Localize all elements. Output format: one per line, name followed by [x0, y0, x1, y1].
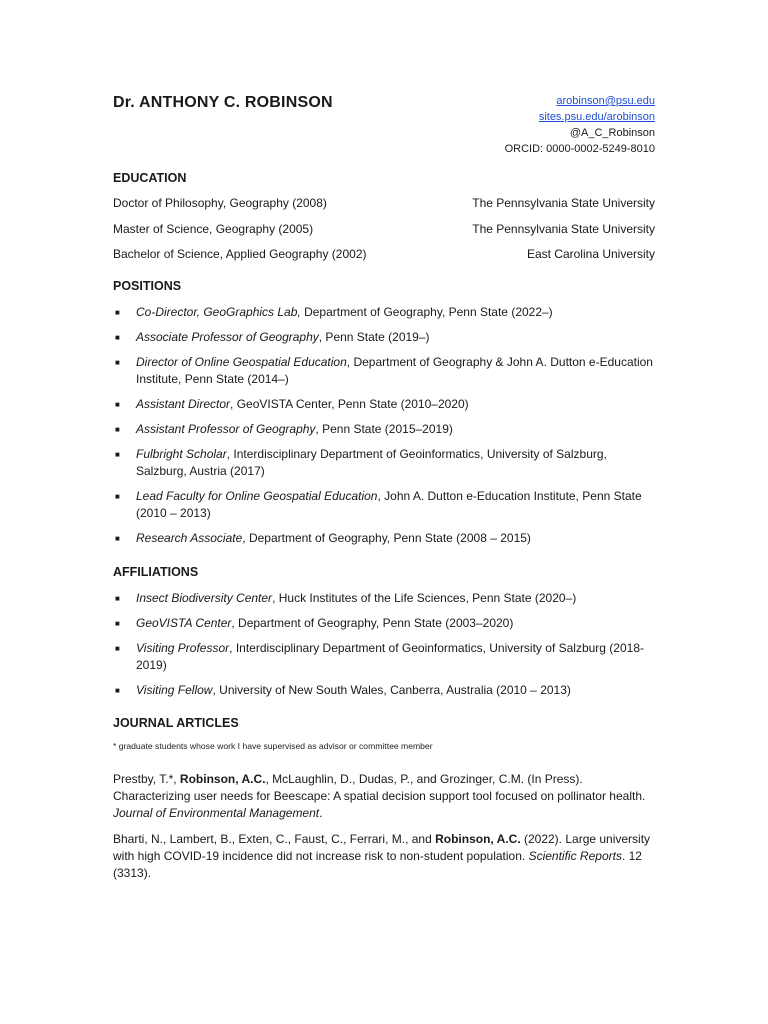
twitter-handle: @A_C_Robinson — [569, 127, 655, 139]
list-item — [113, 304, 658, 321]
item-title: Assistant Professor of Geography — [136, 422, 316, 436]
education-row — [113, 247, 655, 261]
author-highlight: Robinson, A.C. — [179, 772, 266, 786]
degree: Master of Science, Geography (2005) — [113, 222, 314, 236]
item-detail: , Penn State (2019–) — [318, 330, 430, 344]
item-title: Assistant Director — [136, 397, 231, 411]
journal-name: Journal of Environmental Management — [113, 806, 320, 820]
item-detail: , Department of Geography, Penn State (2003–2020) — [231, 616, 514, 630]
list-item — [113, 615, 658, 632]
list-item — [113, 640, 658, 674]
square-bullet-icon: ■ — [115, 594, 120, 603]
contact-block — [505, 93, 655, 157]
square-bullet-icon: ■ — [115, 492, 120, 501]
square-bullet-icon: ■ — [115, 425, 120, 434]
affiliations-heading: AFFILIATIONS — [113, 565, 199, 579]
item-detail: , Interdisciplinary Department of Geoinformatics, University of Salzburg, Salzburg, Austria (2017) — [136, 447, 607, 478]
list-item — [113, 488, 658, 522]
item-title: Visiting Professor — [136, 641, 230, 655]
article-end: . 12 (3313). — [113, 849, 642, 880]
degree: Bachelor of Science, Applied Geography (2002) — [113, 247, 367, 261]
square-bullet-icon: ■ — [115, 534, 120, 543]
square-bullet-icon: ■ — [115, 400, 120, 409]
list-item — [113, 446, 658, 480]
list-item — [113, 421, 658, 438]
item-title: Insect Biodiversity Center — [136, 591, 273, 605]
list-item — [113, 590, 658, 607]
list-item — [113, 530, 658, 547]
item-title: Fulbright Scholar — [136, 447, 227, 461]
item-detail: , Huck Institutes of the Life Sciences, Penn State (2020–) — [272, 591, 577, 605]
item-detail: , John A. Dutton e-Education Institute, Penn State (2010 – 2013) — [136, 489, 642, 520]
item-title: Co-Director, GeoGraphics Lab, — [136, 305, 301, 319]
education-row — [113, 222, 655, 236]
list-item — [113, 396, 658, 413]
square-bullet-icon: ■ — [115, 450, 120, 459]
orcid-id: ORCID: 0000-0002-5249-8010 — [504, 143, 655, 155]
degree: Doctor of Philosophy, Geography (2008) — [113, 196, 327, 210]
item-title: Director of Online Geospatial Education — [136, 355, 347, 369]
item-title: Research Associate — [136, 531, 243, 545]
school: The Pennsylvania State University — [472, 196, 655, 210]
affiliations-list — [113, 590, 658, 707]
website-link[interactable]: sites.psu.edu/arobinson — [538, 111, 655, 123]
square-bullet-icon: ■ — [115, 358, 120, 367]
square-bullet-icon: ■ — [115, 686, 120, 695]
article-text: (2022). Large university with high COVID-19 incidence did not increase risk to non-student population. — [113, 832, 651, 863]
square-bullet-icon: ■ — [115, 333, 120, 342]
item-title: Lead Faculty for Online Geospatial Education — [136, 489, 378, 503]
item-detail: , Department of Geography, Penn State (2008 – 2015) — [242, 531, 531, 545]
list-item — [113, 682, 658, 699]
footnote: * graduate students whose work I have supervised as advisor or committee member — [113, 741, 433, 751]
article-end: . — [319, 806, 323, 820]
item-title: GeoVISTA Center — [136, 616, 232, 630]
journal-heading: JOURNAL ARTICLES — [113, 716, 239, 730]
item-title: Associate Professor of Geography — [136, 330, 319, 344]
item-detail: , Interdisciplinary Department of Geoinformatics, University of Salzburg (2018-2019) — [136, 641, 644, 672]
education-row — [113, 196, 655, 210]
positions-list — [113, 304, 658, 555]
item-title: Visiting Fellow — [136, 683, 213, 697]
email-link[interactable]: arobinson@psu.edu — [556, 95, 655, 107]
square-bullet-icon: ■ — [115, 308, 120, 317]
list-item — [113, 354, 658, 388]
square-bullet-icon: ■ — [115, 619, 120, 628]
item-detail: Department of Geography, Penn State (2022–) — [300, 305, 553, 319]
square-bullet-icon: ■ — [115, 644, 120, 653]
journal-name: Scientific Reports — [528, 849, 622, 863]
cv-name: Dr. ANTHONY C. ROBINSON — [113, 94, 333, 111]
item-detail: , University of New South Wales, Canberra, Australia (2010 – 2013) — [212, 683, 571, 697]
author-highlight: Robinson, A.C. — [435, 832, 521, 846]
article-entry — [113, 831, 653, 882]
article-authors: Bharti, N., Lambert, B., Exten, C., Faust, C., Ferrari, M., and — [113, 832, 436, 846]
article-entry — [113, 771, 653, 822]
item-detail: , GeoVISTA Center, Penn State (2010–2020) — [230, 397, 469, 411]
item-detail: , Penn State (2015–2019) — [315, 422, 453, 436]
list-item — [113, 329, 658, 346]
article-authors: Prestby, T.*, — [113, 772, 180, 786]
positions-heading: POSITIONS — [113, 279, 182, 293]
education-heading: EDUCATION — [113, 171, 187, 185]
article-text: , McLaughlin, D., Dudas, P., and Grozinger, C.M. (In Press). Characterizing user needs for Beescape: A spatial decision support tool focused on pollinator health. — [113, 772, 646, 803]
school: East Carolina University — [526, 247, 655, 261]
item-detail: , Department of Geography & John A. Dutton e-Education Institute, Penn State (2014–) — [136, 355, 653, 386]
school: The Pennsylvania State University — [472, 222, 655, 236]
